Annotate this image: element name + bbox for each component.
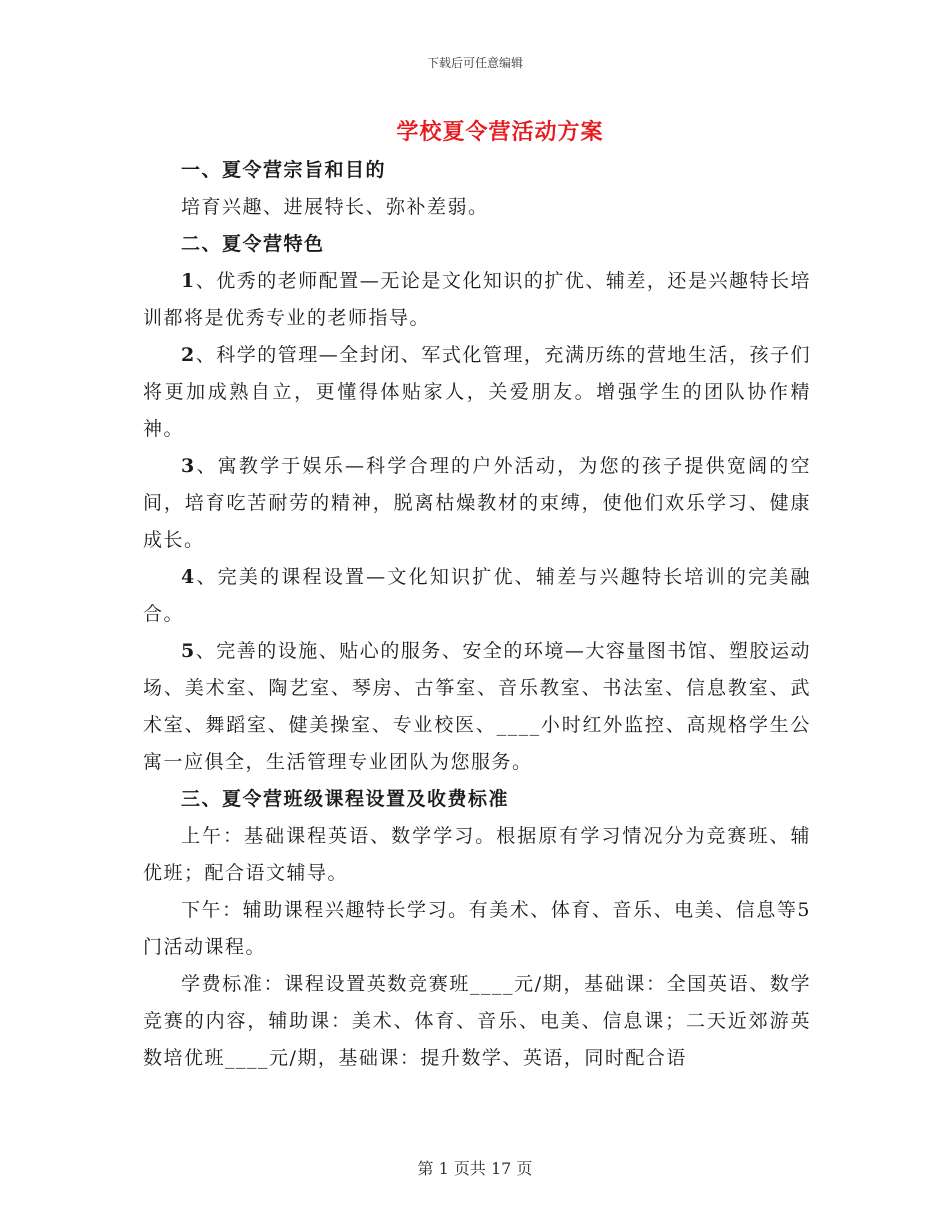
item-number: 2 bbox=[181, 344, 196, 366]
item-number: 1 bbox=[181, 270, 196, 292]
item-text: 、寓教学于娱乐—科学合理的户外活动，为您的孩子提供宽阔的空间，培育吃苦耐劳的精神，脱离枯燥教材的束缚，使他们欢乐学习、健康成长。 bbox=[143, 455, 811, 551]
section-paragraph: 培育兴趣、进展特长、弥补差弱。 bbox=[181, 196, 489, 218]
header-note: 下载后可任意编辑 bbox=[426, 56, 523, 70]
section-paragraph: 上午：基础课程英语、数学学习。根据原有学习情况分为竞赛班、辅优班；配合语文辅导。 bbox=[143, 825, 811, 884]
section-heading-features: 二、夏令营特色 bbox=[181, 233, 325, 255]
item-text: 、科学的管理—全封闭、军式化管理，充满历练的营地生活，孩子们将更加成熟自立，更懂得体贴家人，关爱朋友。增强学生的团队协作精神。 bbox=[143, 344, 811, 440]
item-number: 3 bbox=[181, 455, 196, 477]
item-text: 、完美的课程设置—文化知识扩优、辅差与兴趣特长培训的完美融合。 bbox=[143, 566, 811, 625]
feature-item bbox=[143, 633, 811, 781]
feature-item bbox=[143, 337, 811, 448]
section-paragraph: 学费标准：课程设置英数竞赛班____元/期，基础课：全国英语、数学竞赛的内容，辅助课：美术、体育、音乐、电美、信息课；二天近郊游英数培优班____元/期，基础课：提升数学、英语，同时配合语 bbox=[143, 973, 811, 1069]
item-number: 4 bbox=[181, 566, 196, 588]
feature-item bbox=[143, 559, 811, 633]
feature-item bbox=[143, 448, 811, 559]
item-text: 、优秀的老师配置—无论是文化知识的扩优、辅差，还是兴趣特长培训都将是优秀专业的老师指导。 bbox=[143, 270, 811, 329]
item-number: 5 bbox=[181, 640, 196, 662]
document-body bbox=[143, 152, 811, 1077]
section-paragraph: 下午：辅助课程兴趣特长学习。有美术、体育、音乐、电美、信息等5门活动课程。 bbox=[143, 899, 811, 958]
item-text: 、完善的设施、贴心的服务、安全的环境—大容量图书馆、塑胶运动场、美术室、陶艺室、琴房、古筝室、音乐教室、书法室、信息教室、武术室、舞蹈室、健美操室、专业校医、____小时红外监控、高规格学生公寓一应俱全，生活管理专业团队为您服务。 bbox=[143, 640, 811, 773]
page-number: 第 1 页共 17 页 bbox=[417, 1159, 533, 1178]
section-heading-purpose: 一、夏令营宗旨和目的 bbox=[181, 159, 387, 181]
document-title: 学校夏令营活动方案 bbox=[396, 119, 604, 145]
section-heading-courses-fees: 三、夏令营班级课程设置及收费标准 bbox=[181, 788, 510, 810]
feature-item bbox=[143, 263, 811, 337]
